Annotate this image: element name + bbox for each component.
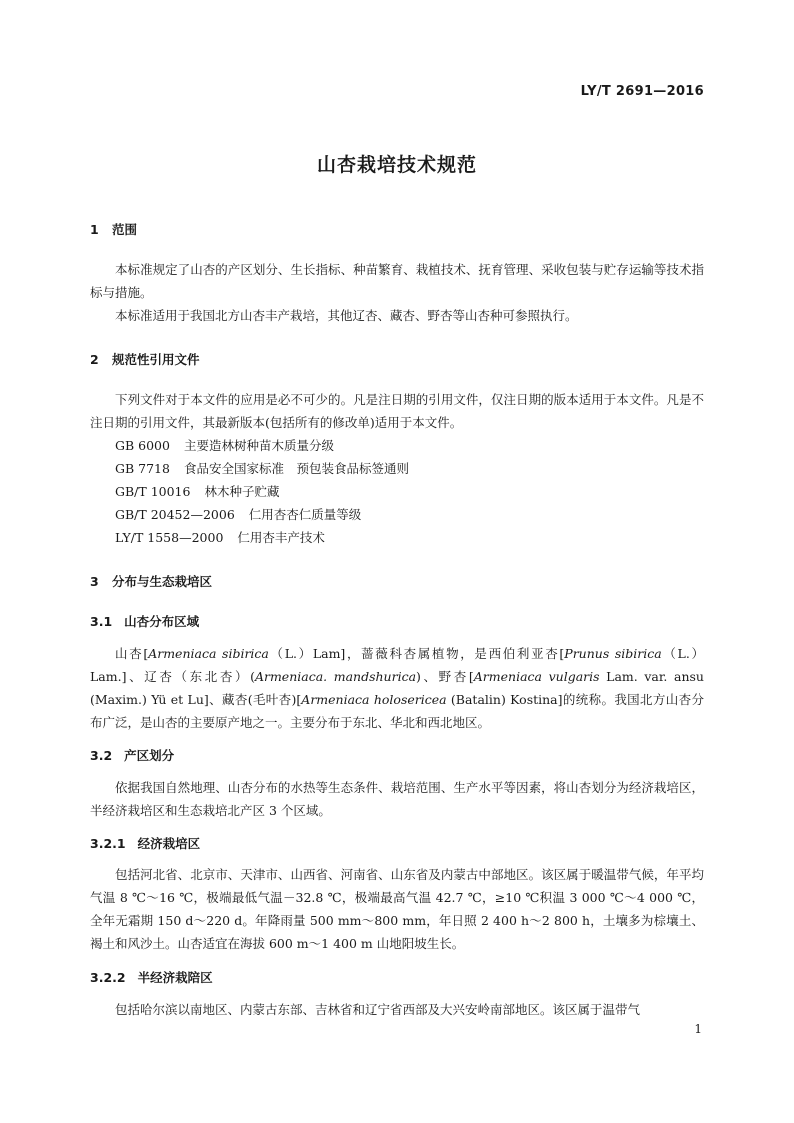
- subsection-title: 产区划分: [124, 748, 175, 763]
- subsection-3-1-paragraph: [90, 642, 704, 734]
- latin-name: Armeniaca. mandshurica: [254, 669, 417, 684]
- section-number: 3: [90, 574, 99, 589]
- section-1-heading: [90, 220, 137, 238]
- reference-code: LY/T 1558—2000: [115, 530, 224, 545]
- section-title: 范围: [112, 222, 138, 237]
- page-number: 1: [694, 1022, 702, 1036]
- subsection-title: 经济栽培区: [137, 836, 201, 851]
- section-number: 2: [90, 352, 99, 367]
- subsection-title: 半经济栽陪区: [137, 970, 213, 985]
- subsection-3-2-2-paragraph: 包括哈尔滨以南地区、内蒙古东部、吉林省和辽宁省西部及大兴安岭南部地区。该区属于温带气: [115, 1002, 641, 1017]
- section-3-heading: [90, 572, 212, 590]
- subsection-3-2-1-heading: [90, 834, 200, 852]
- subsection-number: 3.2.2: [90, 970, 126, 985]
- reference-code: GB 6000: [115, 438, 170, 453]
- text-run: 山杏[: [115, 646, 149, 661]
- reference-title: 仁用杏杏仁质量等级: [248, 507, 362, 522]
- section-2-heading: [90, 350, 200, 368]
- text-run: （L.）Lam]，蔷薇科杏属植物，是西伯利亚杏[: [268, 646, 565, 661]
- reference-item: [115, 480, 279, 503]
- latin-name: Armeniaca holosericea: [301, 692, 447, 707]
- subsection-number: 3.2: [90, 748, 113, 763]
- reference-code: GB 7718: [115, 461, 170, 476]
- section-1-paragraph-2: 本标准适用于我国北方山杏丰产栽培，其他辽杏、藏杏、野杏等山杏种可参照执行。: [115, 308, 578, 323]
- text-run: Lam. var. ansu (Maxim.) Yü et Lu]、藏杏(毛叶杏)[: [90, 669, 704, 707]
- section-2-paragraph-1: 下列文件对于本文件的应用是必不可少的。凡是注日期的引用文件，仅注日期的版本适用于本文件。凡是不注日期的引用文件，其最新版本(包括所有的修改单)适用于本文件。: [90, 392, 704, 430]
- reference-code: GB/T 20452—2006: [115, 507, 235, 522]
- latin-name: Armeniaca sibirica: [148, 646, 269, 661]
- subsection-title: 山杏分布区域: [124, 614, 200, 629]
- latin-name: Armeniaca vulgaris: [473, 669, 600, 684]
- reference-title: 林木种子贮藏: [204, 484, 280, 499]
- text-run: (Batalin) Kostina]的统称。我国北方山杏分布广泛，是山杏的主要原产地之一。主要分布于东北、华北和西北地区。: [90, 692, 704, 730]
- subsection-3-2-2-heading: [90, 968, 213, 986]
- section-title: 规范性引用文件: [112, 352, 200, 367]
- subsection-number: 3.2.1: [90, 836, 126, 851]
- reference-item: [115, 503, 361, 526]
- standard-code: LY/T 2691—2016: [580, 84, 704, 99]
- reference-code: GB/T 10016: [115, 484, 191, 499]
- document-title: 山杏栽培技术规范: [316, 154, 477, 176]
- section-number: 1: [90, 222, 99, 237]
- text-run: )、野杏[: [416, 669, 474, 684]
- reference-title: 仁用杏丰产技术: [237, 530, 325, 545]
- reference-item: [115, 526, 325, 549]
- section-title: 分布与生态栽培区: [112, 574, 213, 589]
- subsection-3-1-heading: [90, 612, 199, 630]
- reference-item: [115, 457, 409, 480]
- section-1-paragraph-1: 本标准规定了山杏的产区划分、生长指标、种苗繁育、栽植技术、抚育管理、采收包装与贮存运输等技术指标与措施。: [90, 262, 704, 300]
- subsection-3-2-heading: [90, 746, 174, 764]
- subsection-3-2-1-paragraph: 包括河北省、北京市、天津市、山西省、河南省、山东省及内蒙古中部地区。该区属于暖温带气候，年平均气温 8 ℃～16 ℃，极端最低气温－32.8 ℃，极端最高气温 42.7 ℃，≥10 ℃积温 3 000 ℃～4 000 ℃，全年无霜期 150 d～220 d。年降雨量 500 mm～800 mm，年日照 2 400 h～2 800 h，土壤多为棕壤土、褐土和风沙土。山杏适宜在海拔 600 m～1 400 m 山地阳坡生长。: [90, 867, 704, 951]
- latin-name: Prunus sibirica: [564, 646, 662, 661]
- reference-title: 主要造林树种苗木质量分级: [183, 438, 334, 453]
- text-run: （L.）Lam.]、辽杏（东北杏）(: [90, 646, 704, 684]
- reference-title: 食品安全国家标准 预包装食品标签通则: [183, 461, 409, 476]
- subsection-number: 3.1: [90, 614, 113, 629]
- subsection-3-2-paragraph: 依据我国自然地理、山杏分布的水热等生态条件、栽培范围、生产水平等因素，将山杏划分为经济栽培区，半经济栽培区和生态栽培北产区 3 个区域。: [90, 780, 704, 818]
- reference-item: [115, 434, 334, 457]
